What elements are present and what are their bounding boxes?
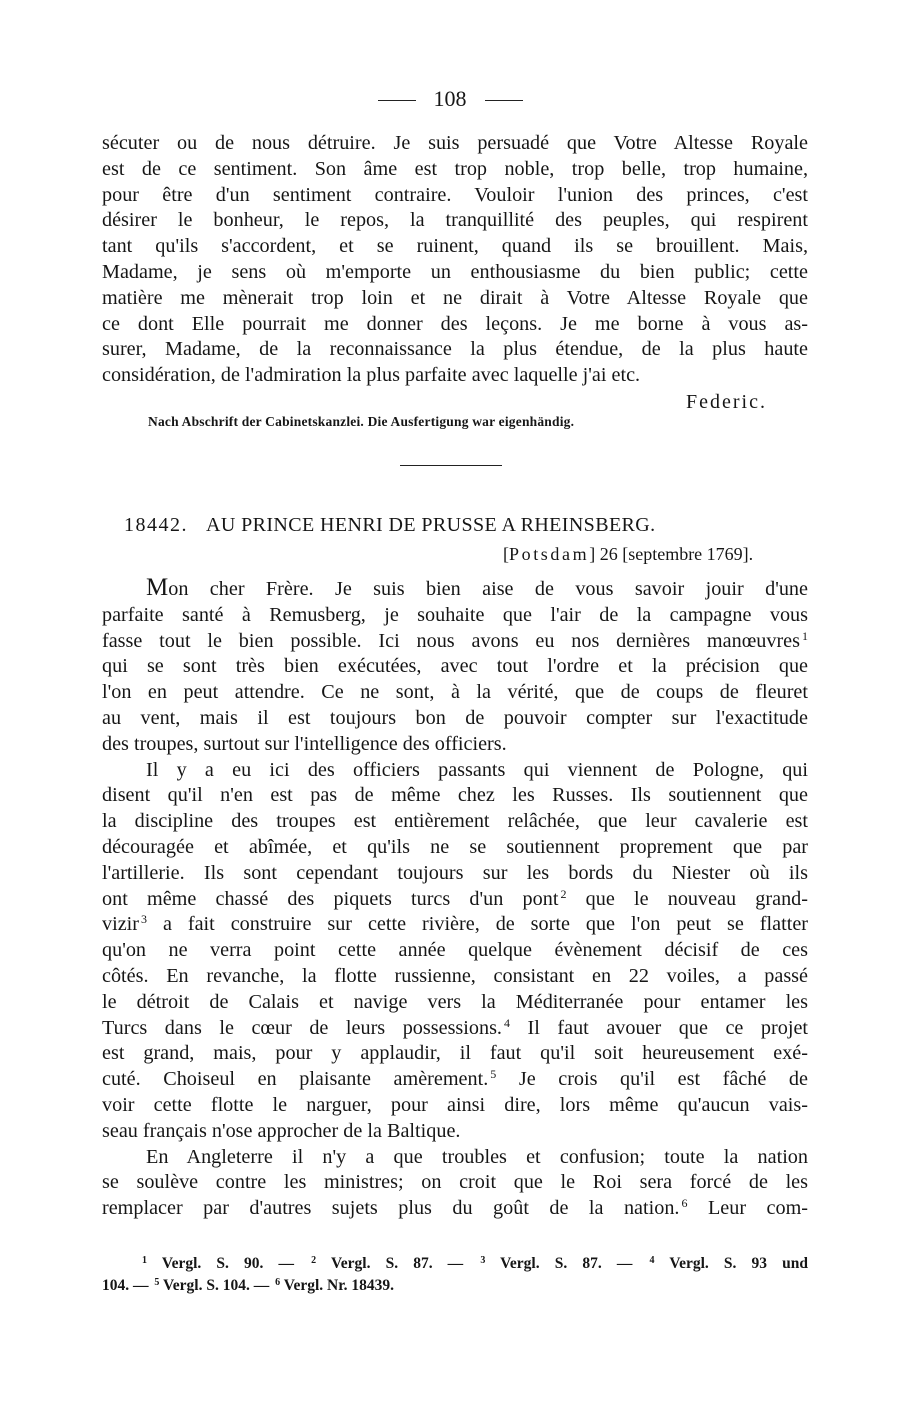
- page-number: 108: [433, 86, 467, 111]
- text-span: cuté. Choiseul en plaisante amèrement.: [102, 1068, 489, 1091]
- footnote-entry: [647, 1255, 808, 1272]
- text-line: matière me mènerait trop loin et ne dirait à Votre Altesse Royale que: [102, 286, 808, 309]
- date-place: Potsdam: [509, 544, 590, 564]
- date-rest: ] 26 [septembre 1769].: [589, 544, 754, 564]
- text-line: l'artillerie. Ils sont cependant toujours sur les bords du Niester où ils: [102, 861, 808, 884]
- text-line: [102, 912, 808, 938]
- text-line: [102, 1067, 808, 1093]
- text-line: est grand, mais, pour y applaudir, il faut qu'il soit heureusement exé-: [102, 1042, 808, 1065]
- footnote-text: Vergl. S. 87. —: [500, 1255, 633, 1272]
- footnote-text: Vergl. S. 90. —: [161, 1255, 295, 1272]
- footnote-entry: [273, 1277, 394, 1294]
- footnote-mark: 5: [154, 1277, 160, 1288]
- date-bracket: [: [503, 544, 509, 564]
- letter2-body: [102, 575, 808, 1222]
- header-dash-left: [378, 100, 416, 101]
- footnote-line: [102, 1253, 808, 1275]
- text-span: Turcs dans le cœur de leurs possessions.: [102, 1016, 502, 1039]
- text-line: [102, 887, 808, 913]
- footnote-mark: 2: [311, 1255, 317, 1266]
- text-line: En Angleterre il n'y a que troubles et confusion; toute la nation: [146, 1145, 808, 1168]
- footnote-ref: 1: [802, 628, 808, 643]
- text-line: découragée et abîmée, et qu'ils ne se soutiennent proprement que par: [102, 835, 808, 858]
- footnote-entry: [152, 1277, 269, 1294]
- text-line: disent qu'il n'en est pas de même chez les Russes. Ils soutiennent que: [102, 784, 808, 807]
- footnote-entry: [140, 1255, 294, 1272]
- text-span: a fait construire sur cette rivière, de sorte que l'on peut se flatter: [147, 913, 808, 936]
- text-span: remplacer par d'autres sujets plus du goût de la nation.: [102, 1197, 680, 1220]
- footnote-text: Vergl. S. 87. —: [331, 1255, 464, 1272]
- footnote-text: Vergl. S. 93 und: [669, 1255, 808, 1272]
- footnote-ref: 4: [503, 1015, 510, 1030]
- text-line: [102, 1196, 808, 1222]
- text-line: voir cette flotte le narguer, pour ainsi dire, lors même qu'aucun vais-: [102, 1093, 808, 1116]
- text-line: au vent, mais il est toujours bon de pouvoir compter sur l'exactitude: [102, 706, 808, 729]
- footnote-mark: 6: [275, 1277, 281, 1288]
- footnote-entry: [478, 1255, 632, 1272]
- footnotes: [102, 1253, 808, 1297]
- letter1-body: [102, 131, 808, 389]
- text-line: tant qu'ils s'accordent, et se ruinent, quand ils se brouillent. Mais,: [102, 235, 808, 258]
- text-span: vizir: [102, 913, 139, 936]
- footnote-ref: 2: [560, 886, 567, 901]
- letter-number: 18442.: [124, 514, 188, 536]
- footnote-ref: 6: [681, 1196, 688, 1211]
- text-line: [102, 1016, 808, 1042]
- footnote-entry: [309, 1255, 463, 1272]
- page-header: [0, 84, 900, 114]
- text-span: on cher Frère. Je suis bien aise de vous savoir jouir d'une: [168, 578, 808, 600]
- text-span: que le nouveau grand-: [566, 887, 808, 910]
- text-line: qui se sont très bien exécutées, avec tout l'ordre et la précision que: [102, 655, 808, 678]
- text-line: surer, Madame, de la reconnaissance la plus étendue, de la plus haute: [102, 338, 808, 361]
- text-line: pour être d'un sentiment contraire. Vouloir l'union des princes, c'est: [102, 183, 808, 206]
- text-line: [102, 629, 808, 655]
- text-line: seau français n'ose approcher de la Baltique.: [102, 1119, 461, 1142]
- section-divider: [400, 465, 502, 466]
- text-span: ont même chassé des piquets turcs d'un pont: [102, 887, 559, 910]
- source-note: Nach Abschrift der Cabinetskanzlei. Die Ausfertigung war eigenhändig.: [148, 414, 575, 429]
- text-span: Leur com-: [687, 1197, 808, 1220]
- text-line: considération, de l'admiration la plus parfaite avec laquelle j'ai etc.: [102, 364, 641, 387]
- footnote-text: Vergl. S. 104. —: [162, 1277, 270, 1294]
- text-line: Madame, je sens où m'emporte un enthousiasme du bien public; cette: [102, 260, 808, 283]
- text-line: parfaite santé à Remusberg, je souhaite que l'air de la campagne vous: [102, 603, 808, 626]
- text-line: désirer le bonheur, le repos, la tranquillité des peuples, qui respirent: [102, 209, 808, 232]
- footnote-line: [102, 1275, 808, 1297]
- text-line: ce dont Elle pourrait me donner des leçons. Je me borne à vous as-: [102, 312, 808, 335]
- text-span: fasse tout le bien possible. Ici nous avons eu nos dernières manœuvres: [102, 629, 800, 652]
- text-line: qu'on ne verra point cette année quelque évènement décisif de ces: [102, 939, 808, 962]
- text-line: le détroit de Calais et navige vers la Méditerranée pour entamer les: [102, 990, 808, 1013]
- text-line: [102, 575, 808, 603]
- text-line: l'on en peut attendre. Ce ne sont, à la vérité, que de coups de fleuret: [102, 681, 808, 704]
- letter-heading: [124, 514, 656, 537]
- footnote-text: 104. —: [102, 1277, 149, 1294]
- text-line: est de ce sentiment. Son âme est trop noble, trop belle, trop humaine,: [102, 157, 808, 180]
- signature: Federic.: [686, 391, 767, 413]
- text-line: Il y a eu ici des officiers passants qui viennent de Pologne, qui: [146, 758, 808, 781]
- header-dash-right: [485, 100, 523, 101]
- text-line: se soulève contre les ministres; on croit que le Roi sera forcé de les: [102, 1171, 808, 1194]
- text-span: Il faut avouer que ce projet: [509, 1016, 809, 1039]
- footnote-text: Vergl. Nr. 18439.: [283, 1277, 395, 1294]
- text-line: des troupes, surtout sur l'intelligence des officiers.: [102, 732, 507, 755]
- letter-date: [503, 544, 753, 565]
- footnote-mark: 3: [480, 1255, 486, 1266]
- text-span: Je crois qu'il est fâché de: [496, 1068, 808, 1091]
- initial-letter: M: [146, 574, 169, 601]
- footnote-mark: 1: [142, 1255, 147, 1266]
- text-line: la discipline des troupes est entièrement relâchée, que leur cavalerie est: [102, 810, 808, 833]
- footnote-ref: 5: [490, 1067, 497, 1082]
- text-line: sécuter ou de nous détruire. Je suis persuadé que Votre Altesse Royale: [102, 132, 808, 154]
- footnote-ref: 3: [141, 912, 147, 927]
- footnote-mark: 4: [649, 1255, 655, 1266]
- text-line: côtés. En revanche, la flotte russienne, consistant en 22 voiles, a passé: [102, 964, 808, 987]
- letter-title: AU PRINCE HENRI DE PRUSSE A RHEINSBERG.: [206, 514, 656, 536]
